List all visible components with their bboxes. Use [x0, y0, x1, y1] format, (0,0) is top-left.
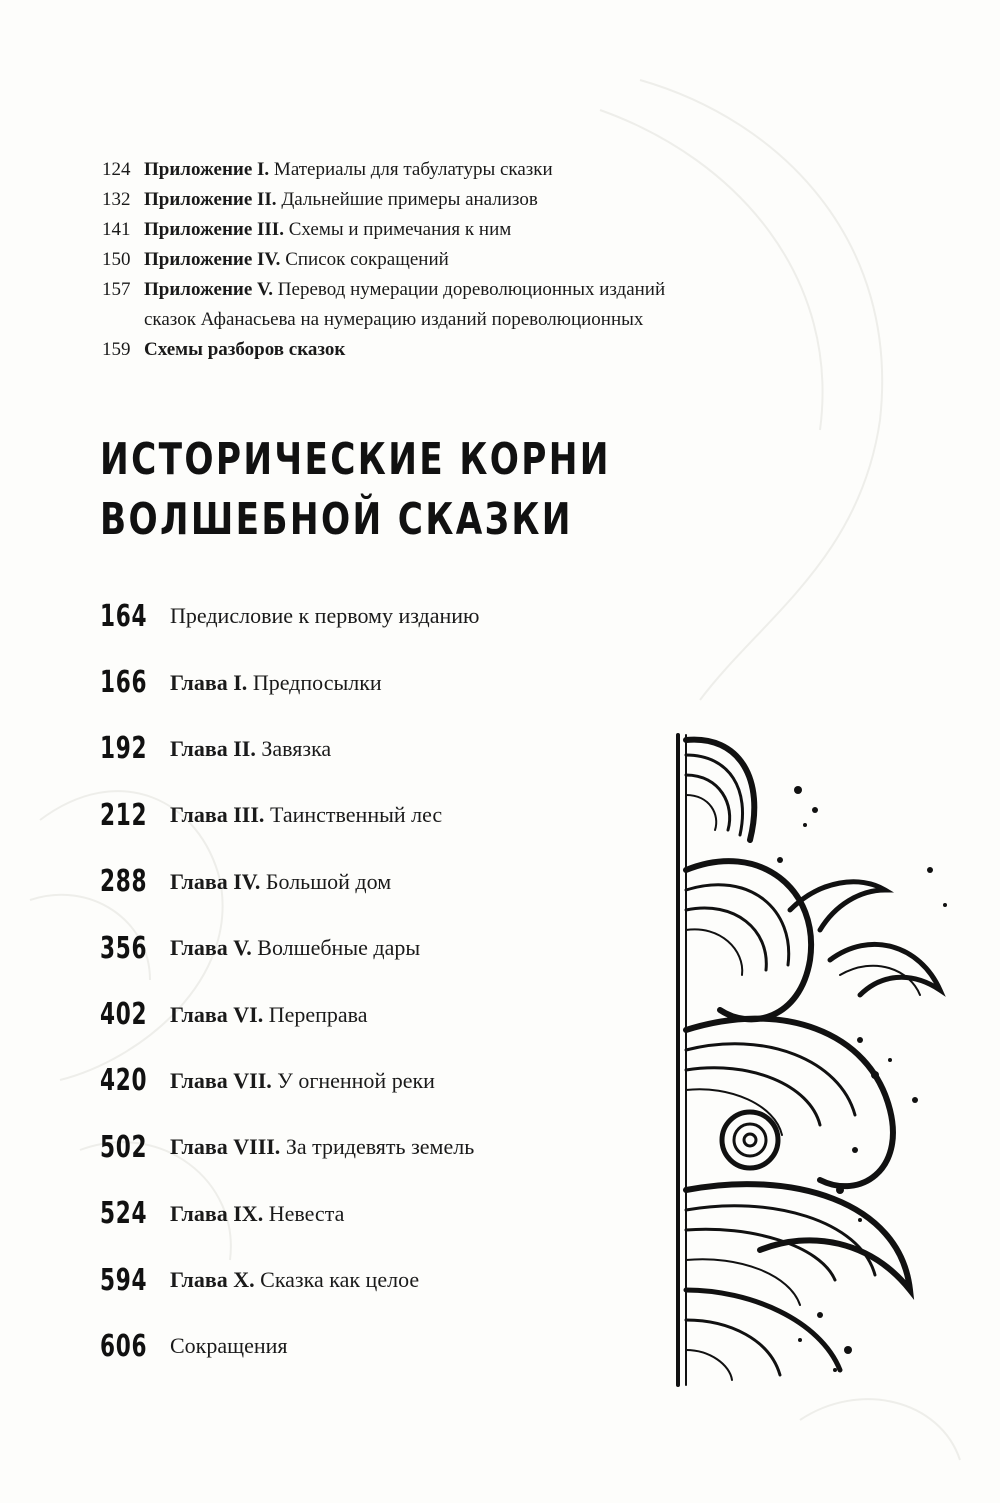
page-number: 212: [100, 797, 148, 833]
page-number: 502: [100, 1129, 148, 1165]
chapter-title: Предисловие к первому изданию: [170, 603, 480, 629]
page-number: 166: [100, 665, 148, 701]
section-title-line-1: ИСТОРИЧЕСКИЕ КОРНИ: [100, 434, 611, 485]
appendix-text: Список сокращений: [285, 249, 449, 270]
list-item[interactable]: [102, 245, 822, 275]
chapter-label: Глава X.: [170, 1267, 255, 1293]
chapter-list: [100, 583, 660, 1380]
page-number: 606: [100, 1328, 148, 1364]
appendix-title: Приложение I.: [144, 159, 270, 180]
page-number: 124: [102, 159, 131, 180]
chapter-label: Глава III.: [170, 802, 265, 828]
list-item[interactable]: [100, 649, 660, 715]
chapter-title: Переправа: [263, 1001, 368, 1027]
page-number: 420: [100, 1063, 148, 1099]
chapter-title: Большой дом: [260, 868, 392, 894]
chapter-label: Глава VIII.: [170, 1134, 281, 1160]
page-number: 164: [100, 598, 148, 634]
page-number: 192: [100, 731, 148, 767]
page-number: 402: [100, 997, 148, 1033]
page-number: 141: [102, 219, 131, 240]
list-item[interactable]: [102, 215, 822, 245]
page-number: 594: [100, 1262, 148, 1298]
list-item[interactable]: [100, 583, 660, 649]
page-number: 157: [102, 279, 131, 300]
list-item[interactable]: [100, 915, 660, 981]
chapter-title: Сокращения: [170, 1333, 288, 1359]
list-item-continuation: сказок Афанасьева на нумерацию изданий пореволюционных: [144, 309, 644, 330]
list-item[interactable]: [100, 1048, 660, 1114]
chapter-title: Сказка как целое: [254, 1267, 420, 1293]
appendix-text: Материалы для табулатуры сказки: [273, 159, 553, 180]
chapter-label: Глава VII.: [170, 1067, 272, 1093]
section-title: [100, 430, 611, 550]
list-item[interactable]: [100, 1247, 660, 1313]
appendix-text: Схемы и примечания к ним: [288, 219, 512, 240]
list-item[interactable]: [100, 1181, 660, 1247]
page-number: 288: [100, 864, 148, 900]
page-number: 132: [102, 189, 131, 210]
chapter-title: Предпосылки: [247, 669, 382, 695]
list-item[interactable]: [100, 1313, 660, 1379]
swirling-feather-ornament-icon: [670, 730, 970, 1390]
appendix-title: Приложение V.: [144, 279, 274, 300]
page-number: 159: [102, 339, 131, 360]
list-item[interactable]: [100, 981, 660, 1047]
chapter-title: Невеста: [263, 1200, 345, 1226]
list-item[interactable]: [100, 1114, 660, 1180]
list-item[interactable]: [102, 275, 822, 305]
list-item[interactable]: [102, 185, 822, 215]
chapter-title: За тридевять земель: [280, 1134, 475, 1160]
chapter-title: Завязка: [255, 735, 332, 761]
page-number: 524: [100, 1196, 148, 1232]
appendix-title: Приложение III.: [144, 219, 284, 240]
appendix-title: Приложение II.: [144, 189, 277, 210]
appendix-title: Приложение IV.: [144, 249, 281, 270]
chapter-title: Таинственный лес: [264, 802, 443, 828]
chapter-label: Глава I.: [170, 669, 248, 695]
appendix-list: [102, 155, 822, 365]
chapter-label: Глава V.: [170, 935, 252, 961]
chapter-label: Глава IX.: [170, 1200, 264, 1226]
page-number: 150: [102, 249, 131, 270]
list-item[interactable]: [102, 335, 822, 365]
appendix-text: Дальнейшие примеры анализов: [281, 189, 538, 210]
chapter-label: Глава IV.: [170, 868, 261, 894]
list-item[interactable]: [100, 782, 660, 848]
chapter-label: Глава VI.: [170, 1001, 264, 1027]
chapter-label: Глава II.: [170, 735, 256, 761]
chapter-title: У огненной реки: [271, 1067, 435, 1093]
appendix-title: Схемы разборов сказок: [144, 339, 346, 360]
appendix-text: Перевод нумерации дореволюционных изданий: [277, 279, 666, 300]
section-title-line-2: ВОЛШЕБНОЙ СКАЗКИ: [100, 494, 573, 545]
list-item[interactable]: [100, 716, 660, 782]
list-item[interactable]: [100, 849, 660, 915]
chapter-title: Волшебные дары: [251, 935, 421, 961]
page-number: 356: [100, 930, 148, 966]
list-item[interactable]: [102, 155, 822, 185]
